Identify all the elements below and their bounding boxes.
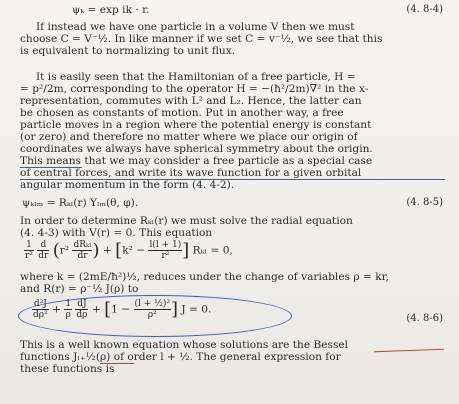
pen-underline — [20, 179, 445, 180]
equation-number: (4. 8-6) — [406, 313, 443, 324]
text-line: and R(r) = ρ⁻½ J(ρ) to — [20, 283, 139, 295]
text-line: particle moves in a region where the potential energy is constant — [20, 119, 372, 131]
text-line: of central forces, and write its wave function for a given orbital — [20, 167, 362, 179]
text-line: In order to determine Rₖₗ(r) we must solve the radial equation — [20, 215, 353, 227]
text-line: angular momentum in the form (4. 4-2). — [20, 179, 235, 191]
text-line: This is a well known equation whose solutions are the Bessel — [20, 339, 349, 351]
text-line: is equivalent to normalizing to unit flux. — [20, 45, 236, 57]
text-line: representation, commutes with L² and L₂. Hence, the latter can — [20, 95, 362, 107]
text-line: (or zero) and therefore no matter where we place our origin of — [20, 131, 358, 143]
pen-underline — [20, 167, 82, 168]
text-line: functions Jₗ₊½(ρ) of order l + ½. The general expression for — [20, 351, 341, 363]
text-line: be chosen as constants of motion. Put in another way, a free — [20, 107, 344, 119]
equation-4-8-5: ψₖₗₘ = Rₖₗ(r) Yₗₘ(θ, φ). — [22, 197, 139, 209]
text-line: coordinates we always have spherical symmetry about the origin. — [20, 143, 373, 155]
text-line: choose C = V⁻½. In like manner if we set C = v⁻½, we see that this — [20, 33, 383, 45]
bessel-equation: $\frac{\text{d²J}}{\text{dρ²}}$ + $\frac{1}{\rho}$ $\frac{dJ}{d\rho}$ + [1 − $\frac{\text{(l + ½)²}}{\text{ρ²}}$ ] J = 0. — [33, 299, 212, 320]
text-line: (4. 4-3) with V(r) = 0. This equation — [20, 227, 213, 239]
equation-number: (4. 8-4) — [406, 4, 443, 15]
text-line: If instead we have one particle in a volume V then we must — [36, 21, 355, 33]
equation-number: (4. 8-5) — [406, 197, 443, 208]
text-line: where k = (2mE/ħ²)½, reduces under the change of variables ρ = kr, — [20, 271, 389, 283]
text-line: This means that we may consider a free particle as a special case — [20, 155, 373, 167]
text-line: = p²/2m, corresponding to the operator H = −(ħ²/2m)∇² in the x- — [20, 83, 369, 95]
radial-equation: $\frac{1}{\text{r²}}$ $\frac{d}{dr}$ (r² $\frac{\text{dRₖₗ}}{dr}$ ) + [k² − $\frac{l(l + 1)}{\text{r²}}$ ] Rₖₗ = 0, — [25, 240, 233, 261]
pen-underline-red — [100, 363, 134, 364]
equation-4-8-4: ψₖ = exp ik · r. — [72, 4, 150, 16]
text-line: these functions is — [20, 363, 115, 375]
text-line: It is easily seen that the Hamiltonian of a free particle, H = — [36, 71, 356, 83]
